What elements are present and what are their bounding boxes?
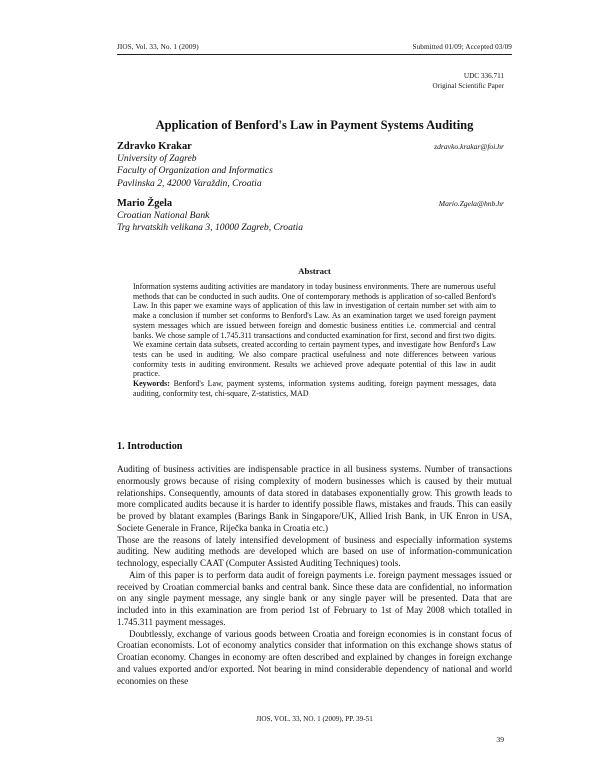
- body-paragraph: Those are the reasons of lately intensified development of business and especially information systems auditing. New auditing methods are developed which are based on use of information-communication technology, especially CAAT (Computer Assisted Auditing Techniques) tools.: [117, 534, 512, 568]
- section-body: [117, 464, 512, 687]
- author-affiliation-line: Pavlinska 2, 42000 Varaždin, Croatia: [117, 177, 262, 189]
- author-affiliation-line: Trg hrvatskih velikana 3, 10000 Zagreb, Croatia: [117, 222, 304, 234]
- author-name: Zdravko Krakar: [117, 141, 192, 152]
- author-email[interactable]: Mario.Zgela@hnb.hr: [438, 199, 504, 208]
- keywords-line: [133, 379, 496, 398]
- page-number: 39: [496, 735, 504, 744]
- abstract-body: [133, 282, 496, 398]
- section-heading: 1. Introduction: [117, 441, 183, 452]
- body-paragraph: Doubtlessly, exchange of various goods between Croatia and foreign economies is in constant focus of Croatian economists. Lot of economy analytics consider that information on this exchange shows status of Croatian economy. Changes in economy are often described and explained by changes in foreign exchange and values exported and/or exported. Not bearing in mind considerable dependency of national and world economies on these: [117, 628, 512, 686]
- footer-citation: JIOS, VOL. 33, NO. 1 (2009), PP. 39-51: [256, 715, 373, 723]
- udc-code: UDC 336.711: [463, 72, 504, 80]
- journal-citation-header: JIOS, Vol. 33, No. 1 (2009): [117, 43, 199, 51]
- author-block-2: [117, 198, 504, 235]
- author-affiliation-line: Faculty of Organization and Informatics: [117, 165, 273, 177]
- author-affiliation-line: Croatian National Bank: [117, 210, 210, 222]
- author-affiliation-line: University of Zagreb: [117, 153, 197, 165]
- keywords-list: Benford's Law, payment systems, information systems auditing, foreign payment messages, data auditing, conformity test, chi-square, Z-statistics, MAD: [133, 379, 496, 398]
- author-block-1: [117, 141, 504, 190]
- abstract-heading: Abstract: [298, 266, 331, 276]
- keywords-label: Keywords:: [133, 379, 170, 389]
- header-rule: [117, 54, 512, 55]
- body-paragraph: Aim of this paper is to perform data audit of foreign payments i.e. foreign payment messages issued or received by Croatian commercial banks and central bank. Since these data are confidential, no information on any single payment message, any single bank or any single payer will be presented. Data that are included into in this examination are from period 1st of February to 1st of May 2008 which totalled in 1.745.311 payment messages.: [117, 569, 512, 627]
- author-name: Mario Žgela: [117, 198, 173, 209]
- abstract-text: Information systems auditing activities are mandatory in today business environments. There are numerous useful methods that can be conducted in such audits. One of contemporary methods is application of so-called Benford's Law. In this paper we examine ways of application of this law in investigation of certain number set with aim to make a conclusion if number set conforms to Benford's Law. As an examination target we used foreign payment system messages which are issued between foreign and domestic business entities i.e. commercial and central banks. We chose sample of 1.745.311 transactions and conducted examination for first, second and first two digits. We examine certain data subsets, created according to certain payment types, and investigate how Benford's Law tests can be used in auditing. We also compare practical usefulness and note differences between various conformity tests in auditing environment. Results we achieved prove adequate potential of this law in audit practice.: [133, 282, 496, 379]
- body-paragraph: Auditing of business activities are indispensable practice in all business systems. Number of transactions enormously grows because of rising complexity of modern businesses which is caused by their mutual relationships. Consequently, amounts of data stored in databases exponentially grow. This growth leads to more complicated audits because it is harder to identify possible flaws, mistakes and frauds. This can easily be proved by blatant examples (Barings Bank in Singapore/UK, Allied Irish Bank, in UK Enron in USA, Societe Generale in France, Riječka banka in Croatia etc.): [117, 464, 512, 533]
- author-email[interactable]: zdravko.krakar@foi.hr: [434, 142, 504, 151]
- submission-dates: Submitted 01/09; Accepted 03/09: [412, 43, 512, 51]
- paper-type: Original Scientific Paper: [432, 82, 504, 90]
- paper-title: Application of Benford's Law in Payment Systems Auditing: [155, 118, 474, 132]
- running-header: [117, 43, 512, 51]
- classification-block: [433, 71, 504, 91]
